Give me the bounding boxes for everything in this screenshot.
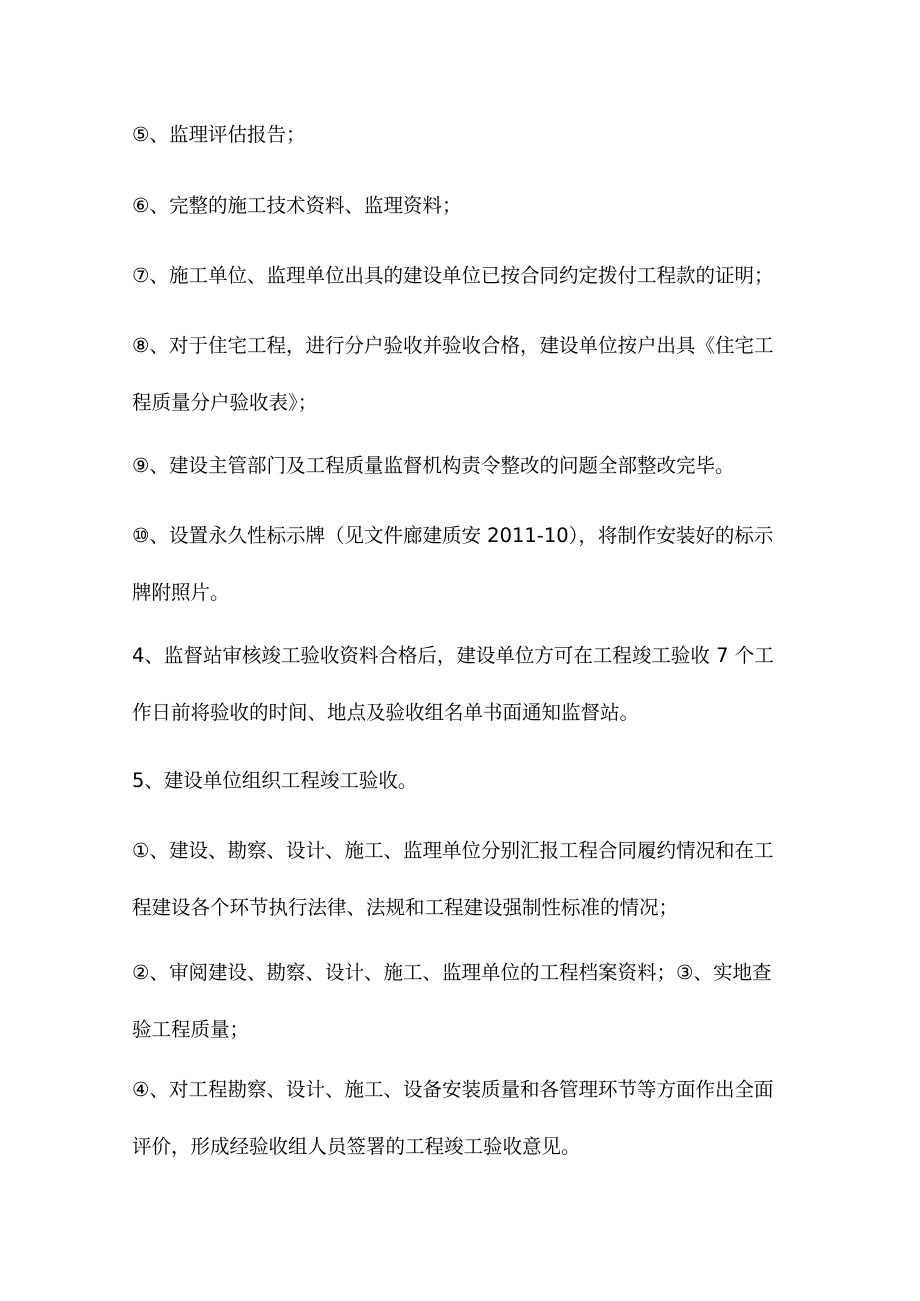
paragraph-item-5 <box>132 106 804 163</box>
paragraph-item-6 <box>132 177 804 234</box>
paragraph-line: ⑧、对于住宅工程，进行分户验收并验收合格，建设单位按户出具《住宅工 <box>132 334 774 357</box>
paragraph-section-5 <box>132 752 804 809</box>
paragraph-item-9 <box>132 437 804 494</box>
paragraph-line: ⑩、设置永久性标示牌（见文件廊建质安 2011-10），将制作安装好的标示 <box>132 524 774 547</box>
paragraph-line: ⑨、建设主管部门及工程质量监督机构责令整改的问题全部整改完毕。 <box>132 454 735 477</box>
paragraph-line: ②、审阅建设、勘察、设计、施工、监理单位的工程档案资料；③、实地查 <box>132 961 772 984</box>
paragraph-line: 程建设各个环节执行法律、法规和工程建设强制性标准的情况； <box>132 896 679 919</box>
paragraph-sub-2-3 <box>132 944 804 1058</box>
paragraph-line: 牌附照片。 <box>132 581 230 604</box>
paragraph-line: ①、建设、勘察、设计、施工、监理单位分别汇报工程合同履约情况和在工 <box>132 839 774 862</box>
paragraph-line: 4、监督站审核竣工验收资料合格后，建设单位方可在工程竣工验收 7 个工 <box>132 644 774 667</box>
paragraph-line: 作日前将验收的时间、地点及验收组名单书面通知监督站。 <box>132 701 640 724</box>
paragraph-line: 验工程质量； <box>132 1018 250 1041</box>
paragraph-line: ⑥、完整的施工技术资料、监理资料； <box>132 194 462 217</box>
paragraph-item-7 <box>132 247 804 304</box>
paragraph-line: 5、建设单位组织工程竣工验收。 <box>132 769 418 792</box>
paragraph-line: ④、对工程勘察、设计、施工、设备安装质量和各管理环节等方面作出全面 <box>132 1078 774 1101</box>
paragraph-section-4 <box>132 627 804 741</box>
paragraph-line: 评价，形成经验收组人员签署的工程竣工验收意见。 <box>132 1135 581 1158</box>
paragraph-sub-4 <box>132 1061 804 1175</box>
paragraph-line: ⑤、监理评估报告； <box>132 123 306 146</box>
paragraph-line: ⑦、施工单位、监理单位出具的建设单位已按合同约定拨付工程款的证明； <box>132 264 774 287</box>
paragraph-sub-1 <box>132 822 804 936</box>
paragraph-item-10 <box>132 507 804 621</box>
paragraph-line: 程质量分户验收表》； <box>132 391 318 414</box>
paragraph-item-8 <box>132 317 804 431</box>
